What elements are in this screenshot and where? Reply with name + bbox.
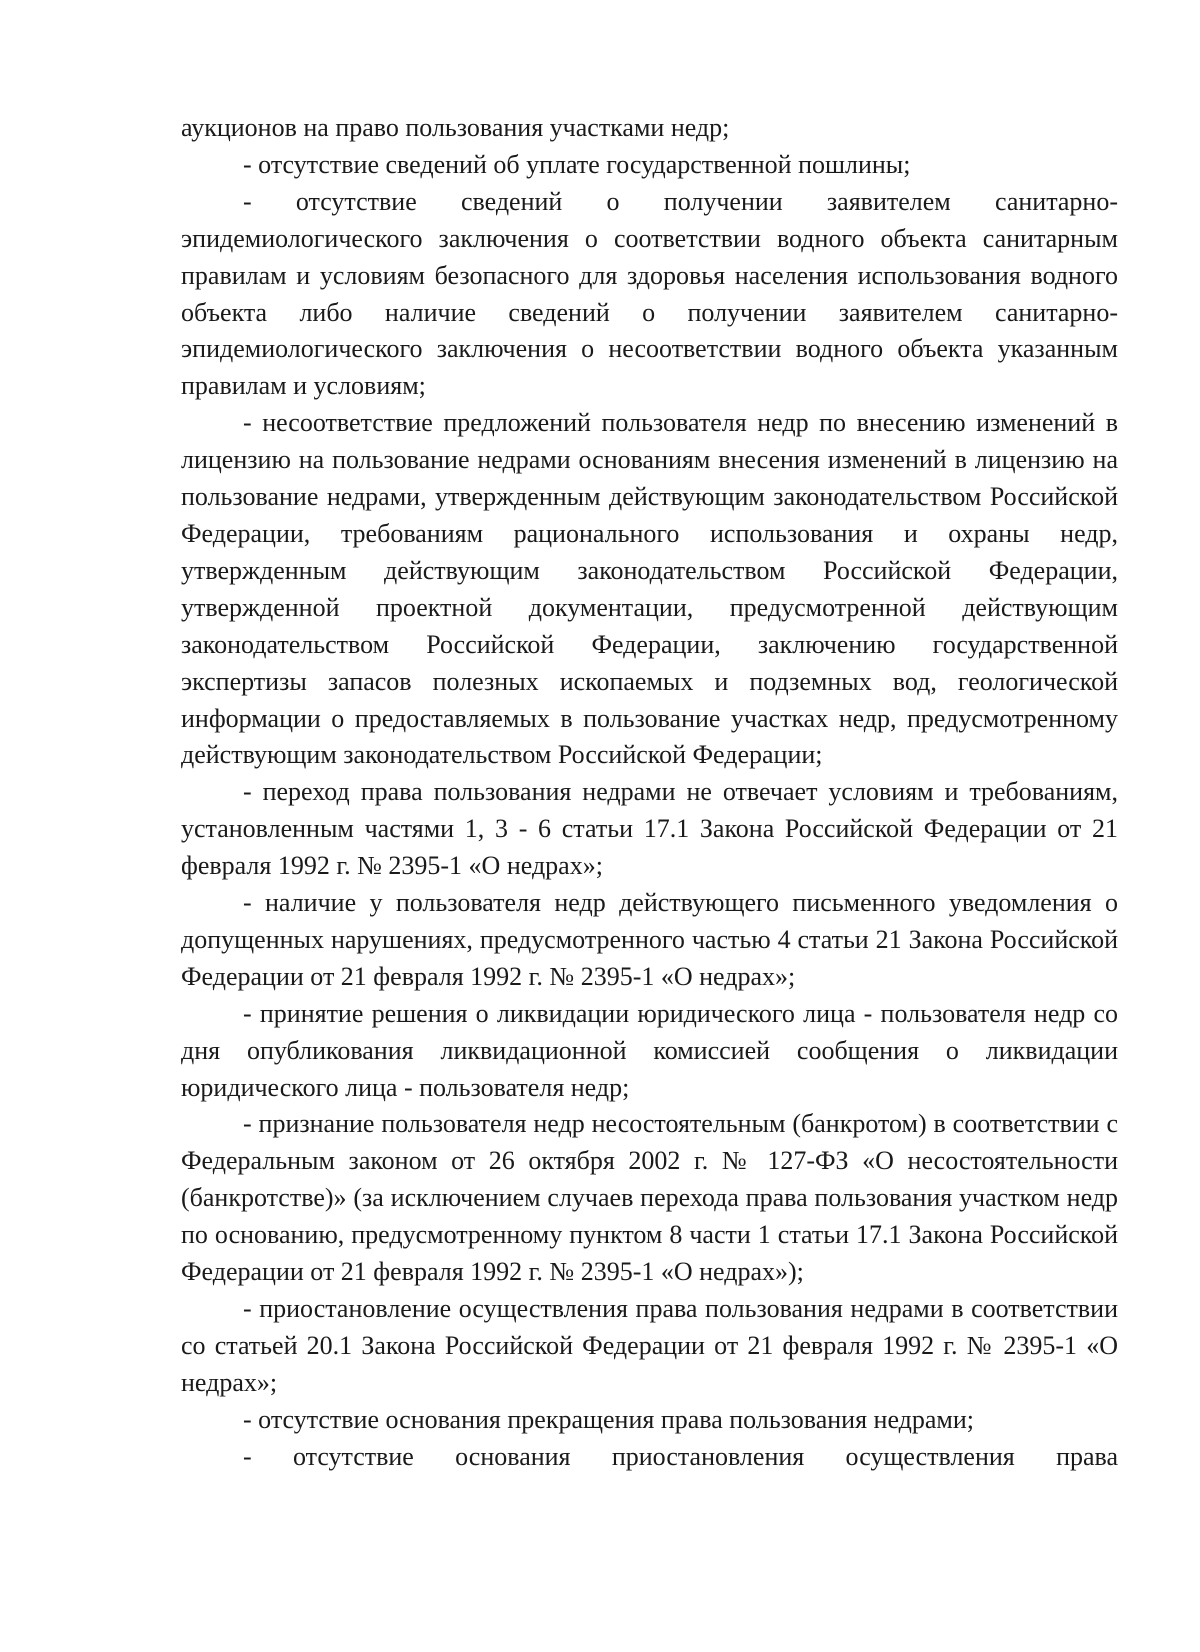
paragraph-suspension: - приостановление осуществления права пользования недрами в соответствии со статьей 20.1 Закона Российской Федерации от 21 февраля 1992 г. № 2395-1 «О недрах»; [181,1294,1118,1397]
paragraph-violation-notice: - наличие у пользователя недр действующего письменного уведомления о допущенных нарушениях, предусмотренного частью 4 статьи 21 Закона Российской Федерации от 21 февраля 1992 г. № 2395-1 «О недрах»; [181,888,1118,991]
paragraph-transfer-of-rights: - переход права пользования недрами не отвечает условиям и требованиям, установленным частями 1, 3 - 6 статьи 17.1 Закона Российской Федерации от 21 февраля 1992 г. № 2395-1 «О недрах»; [181,777,1118,881]
document-body [181,110,1118,1476]
paragraph-no-fee-info: - отсутствие сведений об уплате государственной пошлины; [243,149,911,179]
paragraph-bankruptcy: - признание пользователя недр несостоятельным (банкротом) в соответствии с Федеральным законом от 26 октября 2002 г. № 127-ФЗ «О несостоятельности (банкротстве)» (за исключением случаев перехода права пользования участком недр по основанию, предусмотренному пунктом 8 части 1 статьи 17.1 Закона Российской Федерации от 21 февраля 1992 г. № 2395-1 «О недрах»); [181,1109,1118,1287]
paragraph-no-suspension-basis: - отсутствие основания приостановления осуществления права [243,1441,1118,1471]
paragraph-license-changes-mismatch: - несоответствие предложений пользователя недр по внесению изменений в лицензию на пользование недрами основаниям внесения изменений в лицензию на пользование недрами, утвержденным действующим законодательством Российской Федерации, требованиям рационального использования и охраны недр, утвержденным действующим законодательством Российской Федерации, утвержденной проектной документации, предусмотренной действующим законодательством Российской Федерации, заключению государственной экспертизы запасов полезных ископаемых и подземных вод, геологической информации о предоставляемых в пользование участках недр, предусмотренному действующим законодательством Российской Федерации; [181,408,1118,770]
paragraph-no-termination-basis: - отсутствие основания прекращения права пользования недрами; [243,1404,975,1434]
paragraph-no-sanitary-conclusion: - отсутствие сведений о получении заявителем санитарно-эпидемиологического заключения о соответствии водного объекта санитарным правилам и условиям безопасного для здоровья населения использования водного объекта либо наличие сведений о получении заявителем санитарно-эпидемиологического заключения о несоответствии водного объекта указанным правилам и условиям; [181,186,1118,401]
paragraph-continuation: аукционов на право пользования участками недр; [181,113,730,142]
paragraph-liquidation: - принятие решения о ликвидации юридического лица - пользователя недр со дня опубликования ликвидационной комиссией сообщения о ликвидации юридического лица - пользователя недр; [181,998,1118,1102]
